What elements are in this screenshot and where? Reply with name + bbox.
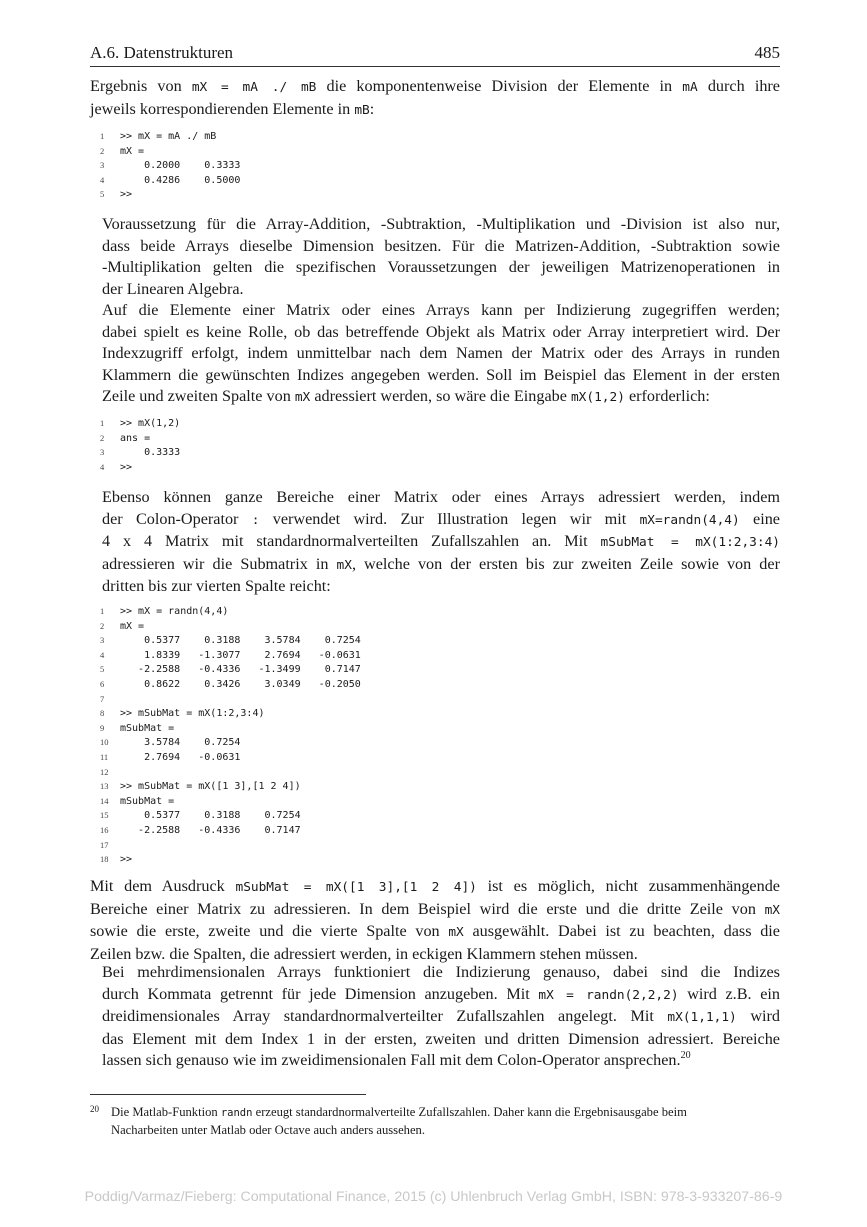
line-number: 5	[100, 189, 105, 200]
code-line	[100, 794, 361, 809]
code-line	[100, 460, 180, 475]
code-line	[100, 823, 361, 838]
code-line	[100, 750, 361, 765]
code-text: 0.2000 0.3333	[120, 160, 241, 172]
code-text: >>	[120, 854, 133, 866]
code-text: mX =	[120, 620, 145, 632]
line-number: 8	[100, 708, 105, 719]
code-line	[100, 445, 180, 460]
inline-code: mSubMat = mX([1 3],[1 2 4])	[235, 880, 477, 895]
code-line	[100, 416, 180, 431]
inline-code: mX	[336, 557, 352, 573]
code-text: 0.5377 0.3188 3.5784 0.7254	[120, 635, 361, 647]
code-text: -2.2588 -0.4336 0.7147	[120, 824, 301, 836]
code-text: 3.5784 0.7254	[120, 737, 241, 749]
line-number: 3	[100, 160, 105, 171]
line-number: 1	[100, 606, 105, 616]
line-number: 2	[100, 145, 105, 156]
paragraph-division-result: Ergebnis von mX = mA ./ mB die komponentenweise Division der Elemente in mA durch ihre jeweils korrespondierenden Elemente in mB:	[90, 77, 780, 118]
line-number: 4	[100, 649, 105, 660]
inline-code: mSubMat = mX(1:2,3:4)	[600, 535, 781, 551]
code-line	[100, 735, 361, 750]
code-text: >> mX = mA ./ mB	[120, 131, 217, 142]
inline-code: randn	[220, 1107, 253, 1119]
code-text: 0.3333	[120, 447, 181, 459]
section-title: A.6. Datenstrukturen	[90, 43, 234, 62]
line-number: 1	[100, 131, 105, 141]
line-number: 1	[100, 418, 105, 428]
code-line	[100, 838, 361, 853]
code-text: >> mX(1,2)	[120, 418, 181, 429]
code-text: mSubMat =	[120, 795, 175, 807]
code-text: 1.8339 -1.3077 2.7694 -0.0631	[120, 649, 361, 661]
code-text: >> mSubMat = mX([1 3],[1 2 4])	[120, 781, 301, 793]
code-line	[100, 129, 240, 144]
code-line	[100, 648, 361, 663]
line-number: 12	[100, 766, 109, 777]
code-text: >> mX = randn(4,4)	[120, 606, 229, 617]
line-number: 2	[100, 620, 105, 631]
inline-code: mX	[448, 925, 464, 941]
code-text: 0.4286 0.5000	[120, 174, 241, 186]
page-number: 485	[754, 43, 780, 62]
code-line	[100, 173, 240, 188]
line-number: 11	[100, 751, 109, 762]
code-text: 0.5377 0.3188 0.7254	[120, 810, 301, 822]
inline-code: mA	[682, 80, 698, 95]
line-number: 17	[100, 839, 109, 850]
code-line	[100, 706, 361, 721]
copyright-watermark: Poddig/Varmaz/Fieberg: Computational Finance, 2015 (c) Uhlenbruch Verlag GmbH, ISBN: 978-3-933207-86-9	[84, 1189, 783, 1205]
running-header	[90, 42, 780, 67]
paragraph-colon-operator: Ebenso können ganze Bereiche einer Matrix oder eines Arrays adressiert werden, indem der Colon-Operator : verwendet wird. Zur Illustration legen wir mit mX=randn(4,4) eine 4 x 4 Matrix mit standardnormalverteilten Zufallszahlen an. Mit mSubMat = mX(1:2,3:4) adressieren wir die Submatrix in mX, welche von der ersten bis zur zweiten Zeile sowie von der dritten bis zur vierten Spalte reicht:	[102, 488, 781, 596]
footnote: 20 Die Matlab-Funktion randn erzeugt standardnormalverteilte Zufallszahlen. Daher kann die Ergebnisausgabe beim Nacharbeiten unter Matlab oder Octave auch anders aussehen.	[90, 1104, 780, 1139]
inline-code: mX(1,1,1)	[667, 1010, 737, 1026]
code-line	[100, 619, 361, 634]
code-text: 0.8622 0.3426 3.0349 -0.2050	[120, 678, 361, 690]
line-number: 13	[100, 781, 109, 792]
footnote-reference[interactable]: 20	[680, 1050, 691, 1062]
code-listing-submatrix	[100, 604, 361, 867]
inline-code: mX = mA ./ mB	[191, 80, 317, 95]
code-line	[100, 431, 180, 446]
inline-code: mX=randn(4,4)	[639, 512, 740, 528]
footnote-divider	[90, 1094, 366, 1095]
footnote-number: 20	[90, 1104, 99, 1114]
code-line	[100, 765, 361, 780]
code-text: >>	[120, 461, 133, 473]
line-number: 3	[100, 447, 105, 458]
code-line	[100, 677, 361, 692]
line-number: 5	[100, 664, 105, 675]
code-text: >>	[120, 189, 133, 201]
code-line	[100, 779, 361, 794]
code-listing-index-access	[100, 416, 180, 474]
inline-code: mX	[764, 902, 780, 918]
paragraph-noncontiguous: Mit dem Ausdruck mSubMat = mX([1 3],[1 2 4]) ist es möglich, nicht zusammenhängende Bereiche einer Matrix zu adressieren. In dem Beispiel wird die erste und die dritte Zeile von mX sowie die erste, zweite und die vierte Spalte von mX ausgewählt. Dabei ist zu beachten, dass die Zeilen bzw. die Spalten, die adressiert werden, in eckigen Klammern stehen müssen.	[90, 877, 780, 963]
line-number: 15	[100, 810, 109, 821]
code-text: -2.2588 -0.4336 -1.3499 0.7147	[120, 664, 361, 676]
paragraph-indexing: Auf die Elemente einer Matrix oder eines Arrays kann per Indizierung zugegriffen werden; dabei spielt es keine Rolle, ob das betreffende Objekt als Matrix oder Array interpretiert wird. Der Indexzugriff erfolgt, indem unmittelbar nach dem Namen der Matrix oder des Arrays in runden Klammern die gewünschten Indizes angegeben werden. Soll im Beispiel das Element in der ersten Zeile und zweiten Spalte von mX adressiert werden, so wäre die Eingabe mX(1,2) erforderlich:	[102, 301, 780, 406]
code-line	[100, 187, 240, 202]
line-number: 16	[100, 824, 109, 835]
line-number: 14	[100, 795, 109, 806]
code-text: mSubMat =	[120, 722, 175, 734]
line-number: 6	[100, 678, 105, 689]
code-text: 2.7694 -0.0631	[120, 751, 241, 763]
line-number: 4	[100, 174, 105, 185]
code-line	[100, 721, 361, 736]
line-number: 3	[100, 635, 105, 646]
inline-code: :	[251, 512, 260, 528]
code-listing-division	[100, 129, 240, 202]
code-text: mX =	[120, 145, 145, 157]
inline-code: mX(1,2)	[570, 390, 625, 406]
paragraph-multidimensional: Bei mehrdimensionalen Arrays funktioniert die Indizierung genauso, dabei sind die Indizes durch Kommata getrennt für jede Dimension anzugeben. Mit mX = randn(2,2,2) wird z.B. ein dreidimensionales Array standardnormalverteilter Zufallszahlen angelegt. Mit mX(1,1,1) wird das Element mit dem Index 1 in der ersten, zweiten und dritten Dimension adressiert. Bereiche lassen sich genauso wie im zweidimensionalen Fall mit dem Colon-Operator ansprechen.$^{20}$	[102, 963, 780, 1070]
inline-code: mB	[354, 102, 370, 118]
code-text: ans =	[120, 432, 151, 444]
code-line	[100, 852, 361, 867]
code-line	[100, 662, 361, 677]
code-line	[100, 604, 361, 619]
inline-code: mX	[294, 390, 311, 406]
code-line	[100, 692, 361, 707]
code-line	[100, 158, 240, 173]
code-line	[100, 144, 240, 159]
line-number: 2	[100, 432, 105, 443]
paragraph-array-requirements: Voraussetzung für die Array-Addition, -Subtraktion, -Multiplikation und -Division ist also nur, dass beide Arrays dieselbe Dimension besitzen. Für die Matrizen-Addition, -Subtraktion sowie -Multiplikation gelten die spezifischen Voraussetzungen der jeweiligen Matrizenoperationen in der Linearen Algebra.	[102, 215, 780, 298]
line-number: 18	[100, 854, 109, 865]
code-line	[100, 808, 361, 823]
inline-code: mX = randn(2,2,2)	[538, 987, 679, 1003]
line-number: 7	[100, 693, 105, 704]
line-number: 9	[100, 722, 105, 733]
line-number: 10	[100, 737, 109, 748]
code-line	[100, 633, 361, 648]
line-number: 4	[100, 461, 105, 472]
code-text: >> mSubMat = mX(1:2,3:4)	[120, 708, 265, 720]
